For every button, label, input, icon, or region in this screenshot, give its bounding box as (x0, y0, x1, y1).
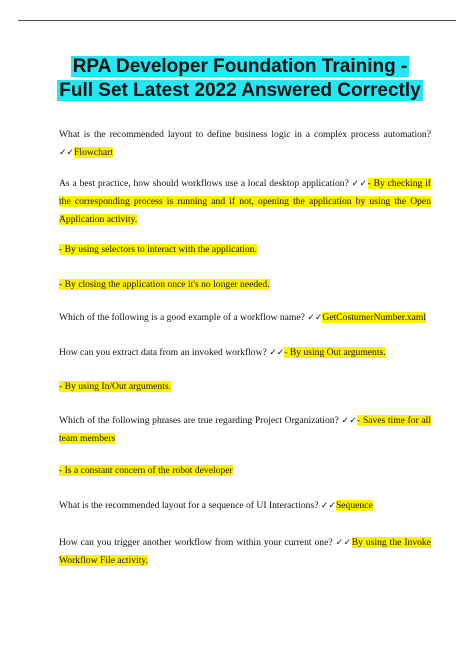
question-text: How can you trigger another workflow from within your current one? (59, 537, 336, 548)
answer-text: Flowchart (74, 147, 113, 158)
qa-item-10 (59, 497, 431, 515)
qa-item-2 (59, 175, 431, 229)
answer-text: - Saves time for all team members (59, 415, 431, 444)
question-text: How can you extract data from an invoked workflow? (59, 347, 270, 358)
double-check-icon: ✓✓ (341, 416, 358, 426)
question-text: What is the recommended layout for a sequence of UI Interactions? (59, 500, 321, 511)
qa-item-1 (59, 126, 431, 162)
answer-text: - By checking if the corresponding process is running and if not, opening the application by using the Open Application activity. (59, 178, 431, 225)
answer-text: - By using In/Out arguments. (59, 381, 172, 392)
answer-text: - By using Out arguments. (284, 347, 386, 358)
double-check-icon: ✓✓ (307, 313, 323, 323)
double-check-icon: ✓✓ (320, 501, 336, 511)
question-text: What is the recommended layout to define business logic in a complex process automation? (59, 129, 431, 140)
qa-item-8 (59, 412, 431, 448)
answer-text: - By using selectors to interact with the application. (59, 244, 257, 255)
qa-item-11 (59, 534, 431, 570)
double-check-icon: ✓✓ (269, 348, 285, 358)
question-text: Which of the following is a good example of a workflow name? (59, 312, 308, 323)
title-line-1: RPA Developer Foundation Training - (72, 56, 408, 77)
answer-text: GetCostumerNumber.xaml (322, 312, 427, 323)
question-text: Which of the following phrases are true regarding Project Organization? (59, 415, 342, 426)
qa-item-5 (59, 309, 431, 327)
qa-item-6 (59, 344, 431, 362)
double-check-icon: ✓✓ (351, 179, 368, 189)
double-check-icon: ✓✓ (335, 538, 352, 548)
answer-text: Sequence (335, 500, 373, 511)
document-title (56, 55, 424, 103)
title-line-2: Full Set Latest 2022 Answered Correctly (59, 80, 421, 101)
double-check-icon: ✓✓ (59, 148, 75, 158)
top-rule (18, 20, 456, 21)
qa-item-4 (59, 276, 431, 294)
answer-text: - Is a constant concern of the robot developer (59, 465, 233, 476)
qa-item-3 (59, 241, 431, 259)
qa-item-9 (59, 462, 431, 480)
question-text: As a best practice, how should workflows use a local desktop application? (59, 178, 352, 189)
qa-item-7 (59, 378, 431, 396)
answer-text: By using the Invoke Workflow File activity. (59, 537, 431, 566)
answer-text: - By closing the application once it's no longer needed. (59, 279, 270, 290)
